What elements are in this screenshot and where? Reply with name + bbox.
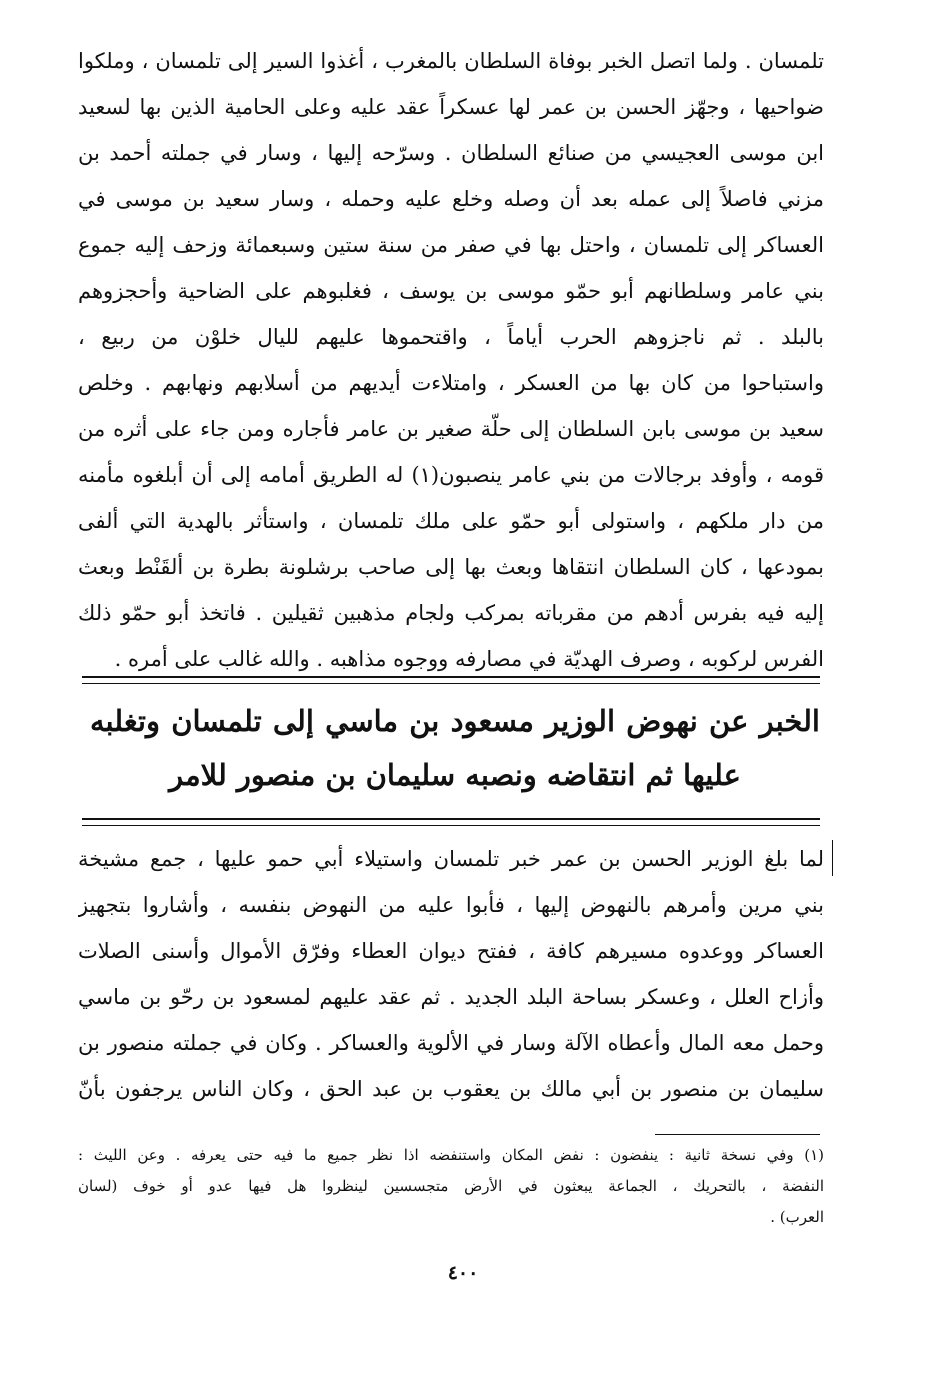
text-line: وأزاح العلل ، وعسكر بساحة البلد الجديد . ثم عقد عليهم لمسعود بن رحّو بن ماسي: [78, 985, 824, 1009]
text-line: العساكر ووعدوه مسيرهم كافة ، ففتح ديوان العطاء وفرّق الأموال وأسنى الصلات: [78, 939, 824, 963]
text-line: بالبلد . ثم ناجزوهم الحرب أياماً ، واقتحموها عليهم لليال خلوْن من ربيع ،: [78, 325, 824, 349]
text-line: بني عامر وسلطانهم أبو حمّو موسى بن يوسف ، فغلبوهم على الضاحية وأحجزوهم: [78, 279, 824, 303]
text-line: الفرس لركوبه ، وصرف الهديّة في مصارفه ووجوه مذاهبه . والله غالب على أمره .: [114, 647, 824, 671]
margin-mark: [832, 840, 833, 876]
text-line: لما بلغ الوزير الحسن بن عمر خبر تلمسان واستيلاء أبي حمو عليها ، جمع مشيخة: [78, 847, 824, 871]
section-heading: [90, 694, 820, 802]
footnote-line: العرب) .: [770, 1208, 824, 1226]
footnote-line: (١) وفي نسخة ثانية : ينفضون : نفض المكان واستنفضه اذا نظر جميع ما فيه حتى يعرفه . وعن الليث :: [78, 1146, 824, 1164]
footnotes: [78, 1140, 824, 1233]
text-line: من دار ملكهم ، واستولى أبو حمّو على ملك تلمسان ، واستأثر بالهدية التي ألفى: [78, 509, 824, 533]
section-heading-line: الخبر عن نهوض الوزير مسعود بن ماسي إلى تلمسان وتغلبه: [90, 704, 820, 738]
body-paragraph-1: [78, 38, 824, 682]
text-line: واستباحوا من كان بها من العسكر ، وامتلاءت أيديهم من أسلابهم ونهابهم . وخلص: [78, 371, 824, 395]
text-line: مزني فاصلاً إلى عمله بعد أن وصله وخلع عليه وحمله ، وسار سعيد بن موسى في: [78, 187, 824, 211]
text-line: وحمل معه المال وأعطاه الآلة وسار في الألوية والعساكر . وكان في جملته منصور بن: [78, 1031, 824, 1055]
text-line: تلمسان . ولما اتصل الخبر بوفاة السلطان بالمغرب ، أغذوا السير إلى تلمسان ، وملكوا: [78, 49, 824, 73]
section-divider-bottom: [82, 818, 820, 826]
text-line: ابن موسى العجيسي من صنائع السلطان . وسرّحه إليها ، وسار في جملته أحمد بن: [78, 141, 824, 165]
page-number: ٤٠٠: [447, 1262, 479, 1284]
text-line: العساكر إلى تلمسان ، واحتل بها في صفر من سنة ستين وسبعمائة وزحف إليه جموع: [78, 233, 824, 257]
footnote-separator: [655, 1134, 820, 1135]
footnote-line: النفضة ، بالتحريك ، الجماعة يبعثون في الأرض متجسسين لينظروا هل فيها عدو أو خوف (لسان: [78, 1177, 824, 1195]
section-divider-top: [82, 676, 820, 684]
body-paragraph-2: [78, 836, 824, 1112]
text-line: ضواحيها ، وجهّز الحسن بن عمر لها عسكراً عقد عليه وعلى الحامية الذين بها لسعيد: [78, 95, 824, 119]
text-line: سعيد بن موسى بابن السلطان إلى حلّة صغير بن عامر فأجاره ومن جاء على أثره من: [78, 417, 824, 441]
text-line: قومه ، وأوفد برجالات من بني عامر ينصبون(١) له الطريق أمامه إلى أن أبلغوه مأمنه: [78, 463, 824, 487]
text-line: بمودعها ، كان السلطان انتقاها وبعث بها إلى صاحب برشلونة بطرة بن ألقَنْط وبعث: [78, 555, 824, 579]
text-line: إليه فيه بفرس أدهم من مقرباته بمركب ولجام مذهبين ثقيلين . فاتخذ أبو حمّو ذلك: [78, 601, 824, 625]
text-line: سليمان بن منصور بن أبي مالك بن يعقوب بن عبد الحق ، وكان الناس يرجفون بأنّ: [78, 1077, 824, 1101]
text-line: بني مرين وأمرهم بالنهوض إليها ، فأبوا عليه من النهوض بنفسه ، وأشاروا بتجهيز: [78, 893, 824, 917]
section-heading-line: عليها ثم انتقاضه ونصبه سليمان بن منصور للامر: [169, 758, 741, 792]
